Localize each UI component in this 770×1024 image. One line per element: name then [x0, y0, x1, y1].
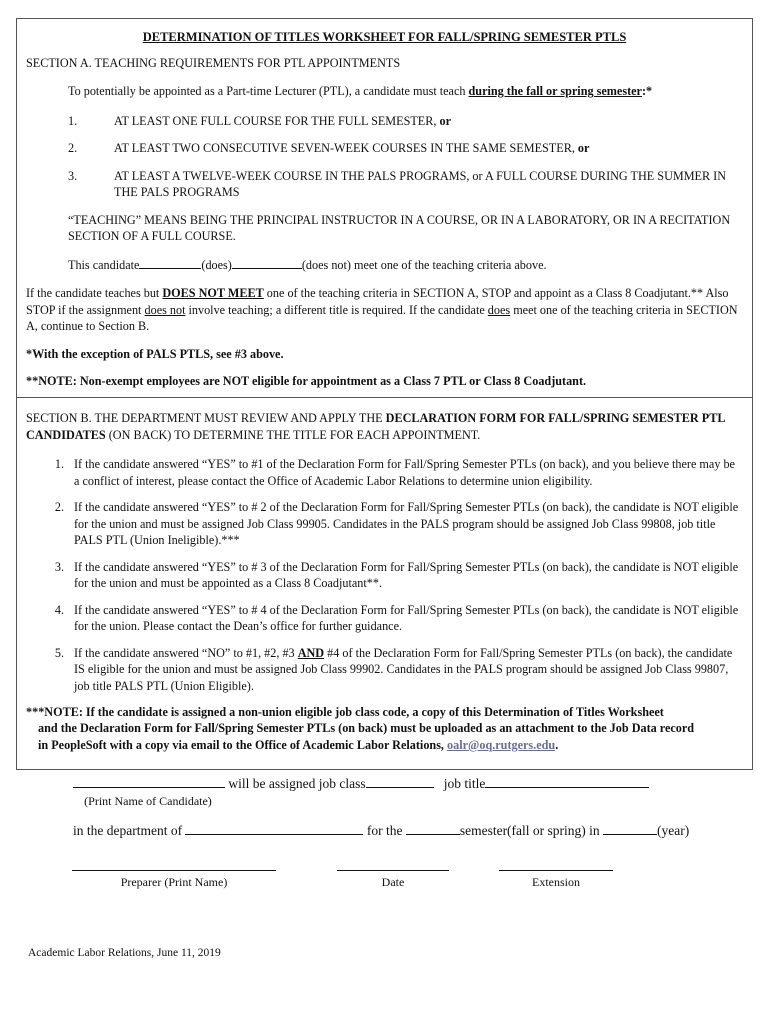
and-emphasis: AND: [297, 645, 325, 660]
item-text: If the candidate answered “YES” to # 3 of the Declaration Form for Fall/Spring Semester PTLs (on back), the candidate is NOT eligible for the union and must be appointed as a Class 8 Coadjutant**.: [74, 559, 739, 591]
does-underlined: does: [487, 302, 511, 317]
declaration-form-title: DECLARATION FORM FOR FALL/SPRING SEMESTER PTL CANDIDATES: [26, 411, 725, 442]
upload-note-line-2: and the Declaration Form for Fall/Spring Semester PTLs (on back) must be uploaded as an attachment to the Job Data record: [38, 721, 695, 736]
requirement-number: 1.: [68, 113, 78, 128]
requirement-number: 2.: [68, 141, 78, 156]
stop-text: meet one of the teaching criteria in SECTION A, continue to Section B.: [26, 302, 738, 334]
job-class-row: [73, 775, 649, 793]
does-not-label: (does not) meet one of the teaching criteria above.: [301, 257, 547, 272]
item-text: If the candidate answered “YES” to # 4 of the Declaration Form for Fall/Spring Semester PTLs (on back), the candidate is NOT eligible for the union. Please contact the Dean’s office for further guidance.: [74, 602, 739, 634]
item-number: 3.: [54, 559, 64, 574]
department-row: [73, 822, 689, 840]
extension-field[interactable]: [499, 858, 613, 871]
year-field[interactable]: [603, 822, 657, 835]
candidate-label: This candidate: [68, 257, 140, 272]
item-number: 5.: [54, 645, 64, 660]
semester-field[interactable]: [406, 822, 460, 835]
requirement-label: AT LEAST TWO CONSECUTIVE SEVEN-WEEK COURSES IN THE SAME SEMESTER,: [114, 141, 578, 156]
extension-caption: Extension: [532, 875, 580, 889]
oalr-email-link[interactable]: oalr@oq.rutgers.edu: [447, 737, 556, 752]
requirement-or: or: [577, 141, 590, 156]
preparer-name-field[interactable]: [72, 858, 276, 871]
footer-note: Academic Labor Relations, June 11, 2019: [28, 947, 221, 959]
stop-text: If the candidate teaches but: [26, 286, 163, 301]
upload-note-line-1: ***NOTE: If the candidate is assigned a non-union eligible job class code, a copy of this Determination of Titles Worksheet: [26, 705, 664, 719]
heading-text: SECTION B. THE DEPARTMENT MUST REVIEW AND APPLY THE: [26, 411, 386, 426]
item-number: 1.: [54, 457, 64, 472]
stop-text: one of the teaching criteria in SECTION A, STOP and appoint as a Class 8 Coadjutant.** Also STOP if the assignment: [26, 286, 729, 317]
job-title-field[interactable]: [485, 775, 649, 788]
assigned-label: will be assigned job class: [225, 776, 366, 791]
date-field[interactable]: [337, 858, 449, 871]
item-text-part: #4 of the Declaration Form for Fall/Spring Semester PTLs (on back), the candidate IS eligible for the union and must be assigned Job Class 99902. Candidates in the PALS program should be assigned Job Class 99807, job title PALS PTL (Union Eligible).: [74, 645, 733, 693]
does-not-meet: DOES NOT MEET: [162, 286, 264, 301]
requirement-label: AT LEAST A TWELVE-WEEK COURSE IN THE PALS PROGRAMS, or A FULL COURSE DURING THE SUMMER IN THE PALS PROGRAMS: [114, 168, 727, 200]
department-label: in the department of: [73, 823, 186, 838]
requirement-or: or: [439, 113, 451, 128]
document-title: DETERMINATION OF TITLES WORKSHEET FOR FALL/SPRING SEMESTER PTLS: [142, 30, 627, 44]
intro-suffix: :*: [641, 84, 653, 99]
preparer-caption: Preparer (Print Name): [120, 875, 228, 889]
job-class-field[interactable]: [366, 775, 434, 788]
item-text: If the candidate answered “YES” to # 2 of the Declaration Form for Fall/Spring Semester PTLs (on back), the candidate is NOT eligible for the union and must be assigned Job Class 99905. Candidates in the PALS program should be assigned Job Class 99808, job title PALS PTL (Union Ineligible).***: [74, 500, 739, 548]
section-a-heading: SECTION A. TEACHING REQUIREMENTS FOR PTL APPOINTMENTS: [26, 55, 401, 70]
upload-note-text: in PeopleSoft with a copy via email to the Office of Academic Labor Relations,: [38, 737, 448, 752]
teaching-definition: “TEACHING” MEANS BEING THE PRINCIPAL INSTRUCTOR IN A COURSE, OR IN A LABORATORY, OR IN A RECITATION SECTION OF A FULL COURSE.: [68, 212, 731, 244]
job-title-label: job title: [443, 776, 486, 791]
candidate-name-field[interactable]: [73, 775, 225, 788]
item-text: If the candidate answered “YES” to #1 of the Declaration Form for Fall/Spring Semester PTLs (on back), and you believe there may be a conflict of interest, please contact the Office of Academic Labor Relations to determine union eligibility.: [74, 457, 735, 488]
pals-exception-note: *With the exception of PALS PTLS, see #3 above.: [26, 346, 284, 361]
semester-label: semester(fall or spring) in: [459, 823, 604, 838]
date-caption: Date: [381, 875, 405, 889]
item-number: 4.: [54, 602, 64, 617]
does-not-underlined: does not: [144, 302, 186, 317]
heading-text: (ON BACK) TO DETERMINE THE TITLE FOR EACH APPOINTMENT.: [105, 427, 481, 442]
item-text-part: If the candidate answered “NO” to #1, #2, #3: [74, 645, 298, 660]
upload-note-period: .: [555, 737, 559, 752]
requirement-label: AT LEAST ONE FULL COURSE FOR THE FULL SEMESTER,: [114, 113, 440, 128]
stop-text: involve teaching; a different title is required. If the candidate: [185, 302, 488, 317]
print-name-caption: (Print Name of Candidate): [84, 794, 212, 808]
requirement-number: 3.: [68, 168, 78, 183]
does-label: (does): [201, 257, 232, 272]
non-exempt-note: **NOTE: Non-exempt employees are NOT eligible for appointment as a Class 7 PTL or Class 8 Coadjutant.: [26, 373, 587, 388]
department-field[interactable]: [185, 822, 363, 835]
item-number: 2.: [54, 500, 64, 515]
intro-text: To potentially be appointed as a Part-time Lecturer (PTL), a candidate must teach: [68, 84, 469, 99]
year-label: (year): [657, 823, 690, 838]
for-the-label: for the: [363, 823, 406, 838]
intro-emphasis: during the fall or spring semester: [468, 84, 642, 99]
